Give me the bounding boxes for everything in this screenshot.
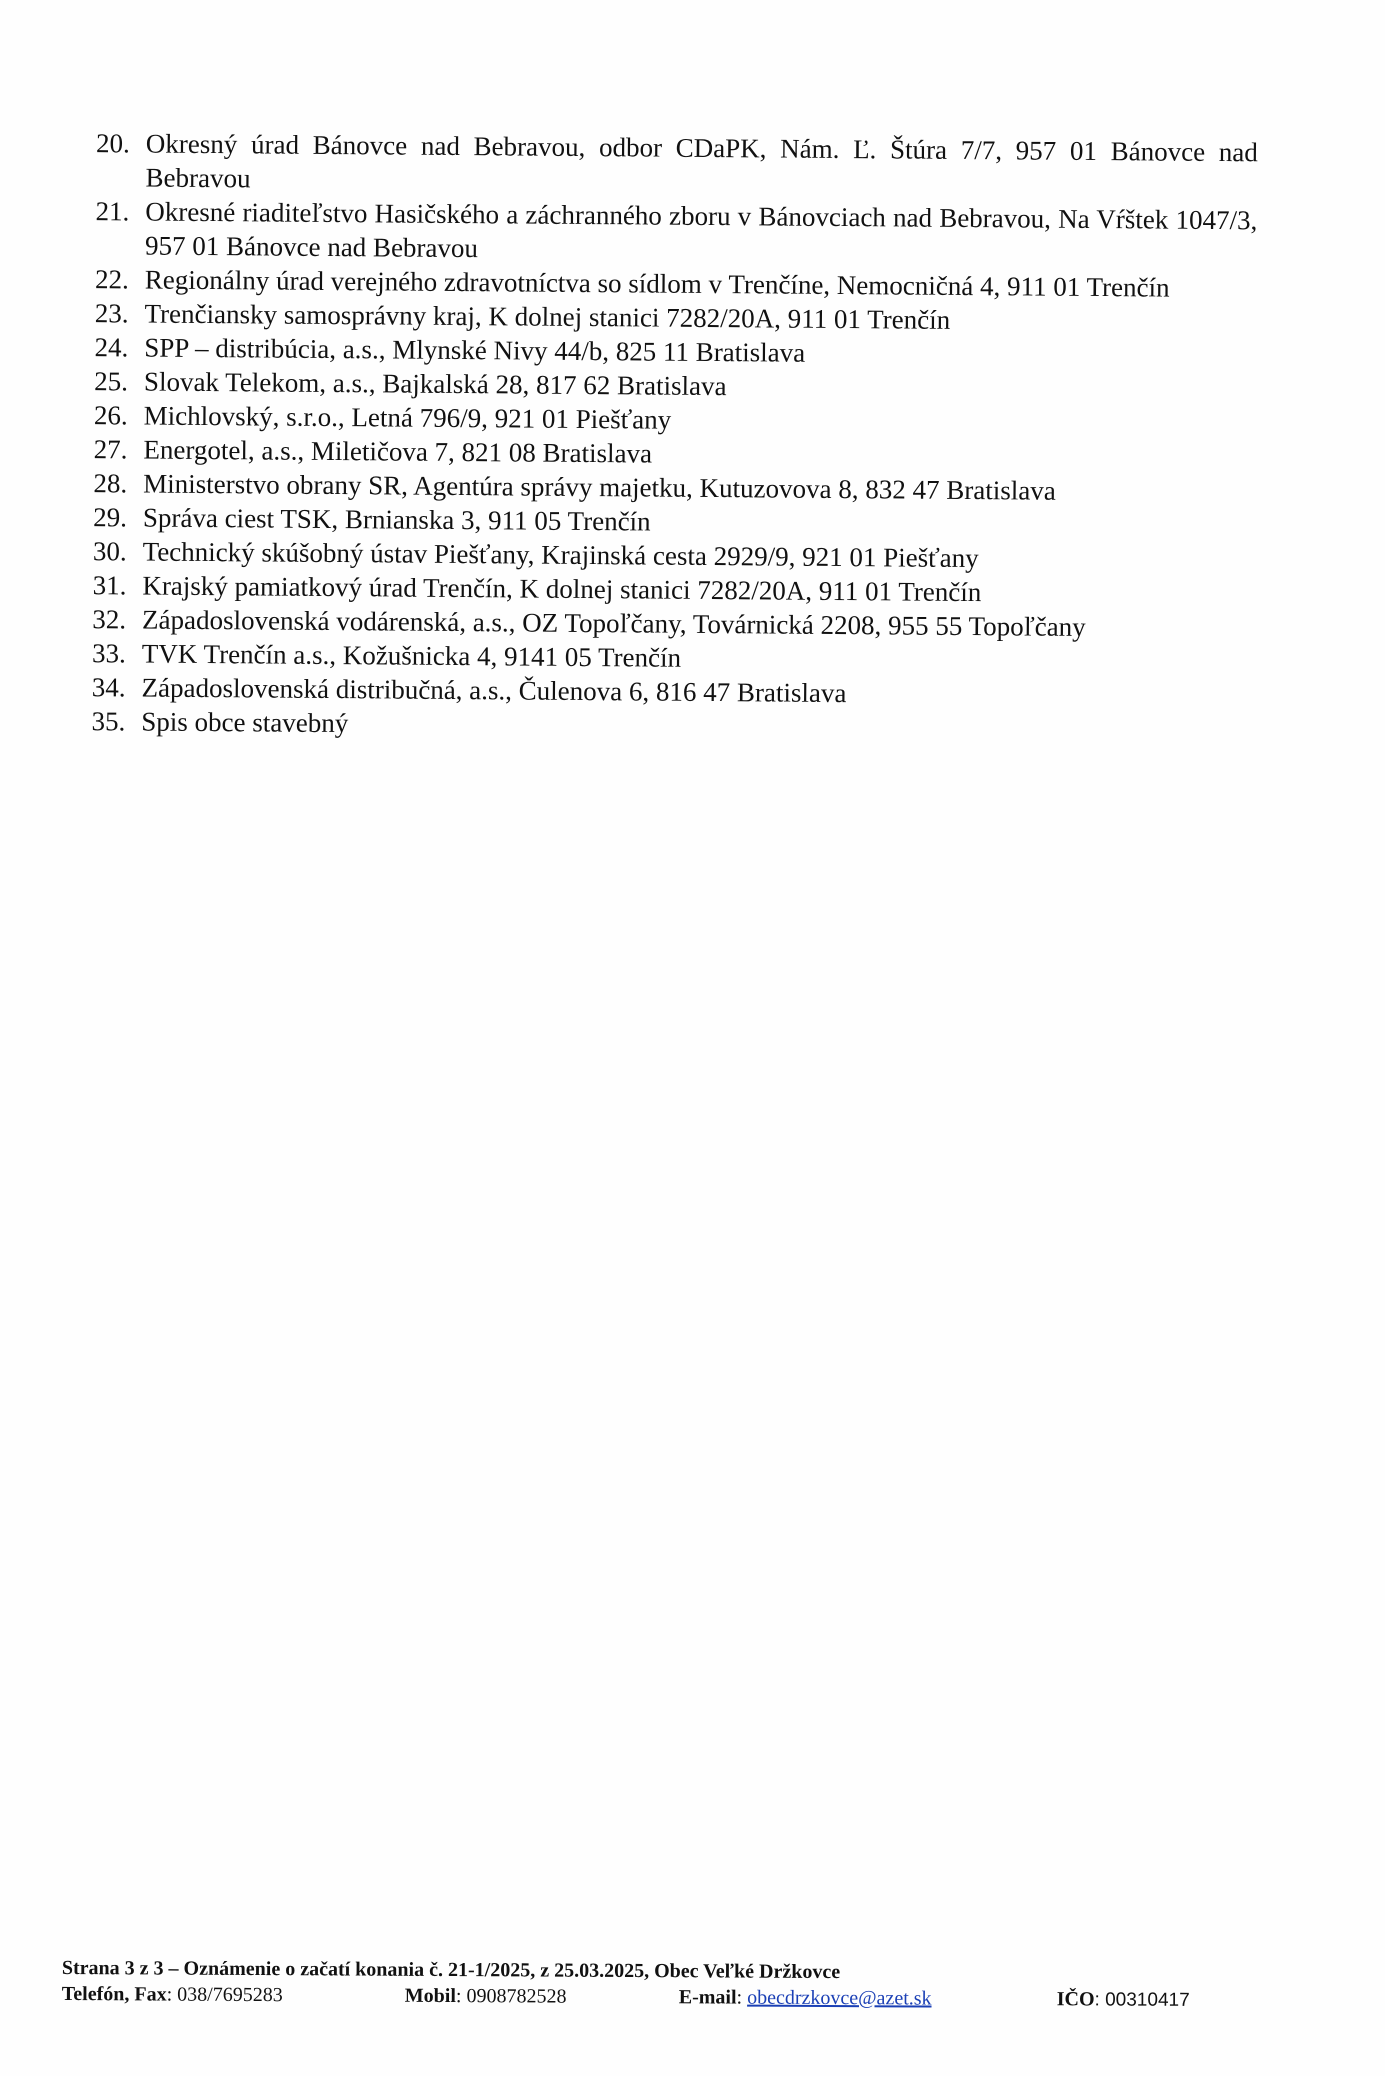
mobile-label: Mobil — [404, 1984, 456, 2008]
ico-value: : 00310417 — [1094, 1989, 1190, 2011]
footer-page-info: Strana 3 z 3 – Oznámenie o začatí konania č. 21-1/2025, z 25.03.2025, Obec Veľké Držkovce — [61, 1957, 841, 1984]
footer-contacts — [62, 1981, 1322, 2016]
item-number: 29. — [93, 502, 128, 533]
item-number: 30. — [92, 536, 127, 567]
list-item — [77, 194, 1257, 271]
item-text: Okresný úrad Bánovce nad Bebravou, odbor CDaPK, Nám. Ľ. Štúra 7/7, 957 01 Bánovce nad Bebravou — [145, 128, 1258, 194]
page-footer — [62, 1955, 1322, 2016]
item-number: 34. — [91, 672, 126, 703]
mobile-value: : 0908782528 — [455, 1985, 567, 2008]
item-text: Technický skúšobný ústav Piešťany, Krajinská cesta 2929/9, 921 01 Piešťany — [142, 536, 979, 574]
footer-email — [679, 1984, 932, 2011]
footer-phone — [62, 1981, 283, 2008]
item-text: Energotel, a.s., Miletičova 7, 821 08 Bratislava — [143, 434, 653, 469]
footer-mobile — [405, 1983, 567, 2010]
item-number: 35. — [91, 706, 126, 737]
item-number: 22. — [94, 264, 129, 295]
item-number: 26. — [93, 400, 128, 431]
item-text: Krajský pamiatkový úrad Trenčín, K dolnej stanici 7282/20A, 911 01 Trenčín — [142, 570, 982, 608]
item-text: Trenčiansky samosprávny kraj, K dolnej stanici 7282/20A, 911 01 Trenčín — [144, 298, 951, 335]
item-number: 20. — [95, 128, 130, 159]
item-number: 21. — [95, 196, 130, 227]
item-number: 23. — [94, 298, 129, 329]
item-text: SPP – distribúcia, a.s., Mlynské Nivy 44/b, 825 11 Bratislava — [144, 332, 806, 368]
item-number: 24. — [94, 332, 129, 363]
item-text: Spis obce stavebný — [141, 706, 349, 739]
item-text: Regionálny úrad verejného zdravotníctva so sídlom v Trenčíne, Nemocničná 4, 911 01 Trenčín — [144, 264, 1170, 303]
item-text: TVK Trenčín a.s., Kožušnicka 4, 9141 05 Trenčín — [141, 638, 682, 673]
item-number: 28. — [93, 468, 128, 499]
item-text: Michlovský, s.r.o., Letná 796/9, 921 01 Piešťany — [143, 400, 672, 435]
item-number: 25. — [94, 366, 129, 397]
item-number: 32. — [92, 604, 127, 635]
item-text: Správa ciest TSK, Brnianska 3, 911 05 Trenčín — [142, 502, 651, 537]
recipient-list — [73, 126, 1258, 747]
item-number: 31. — [92, 570, 127, 601]
item-number: 27. — [93, 434, 128, 465]
list-item — [77, 126, 1257, 203]
footer-ico — [1057, 1986, 1190, 2014]
ico-label: IČO — [1056, 1988, 1095, 2011]
item-text: Okresné riaditeľstvo Hasičského a záchranného zboru v Bánovciach nad Bebravou, Na Vŕštek 1047/3, 957 01 Bánovce nad Bebravou — [144, 196, 1258, 264]
email-link[interactable]: obecdrzkovce@azet.sk — [747, 1986, 932, 2010]
phone-label: Telefón, Fax — [61, 1982, 167, 2006]
email-label: E-mail — [678, 1986, 737, 2009]
item-text: Západoslovenská distribučná, a.s., Čulenova 6, 816 47 Bratislava — [141, 672, 847, 709]
email-separator: : — [736, 1986, 748, 2009]
phone-value: : 038/7695283 — [166, 1983, 283, 2007]
item-text: Ministerstvo obrany SR, Agentúra správy majetku, Kutuzovova 8, 832 47 Bratislava — [143, 468, 1056, 506]
item-text: Západoslovenská vodárenská, a.s., OZ Topoľčany, Továrnická 2208, 955 55 Topoľčany — [142, 604, 1086, 642]
item-text: Slovak Telekom, a.s., Bajkalská 28, 817 62 Bratislava — [143, 366, 727, 402]
item-number: 33. — [91, 638, 126, 669]
